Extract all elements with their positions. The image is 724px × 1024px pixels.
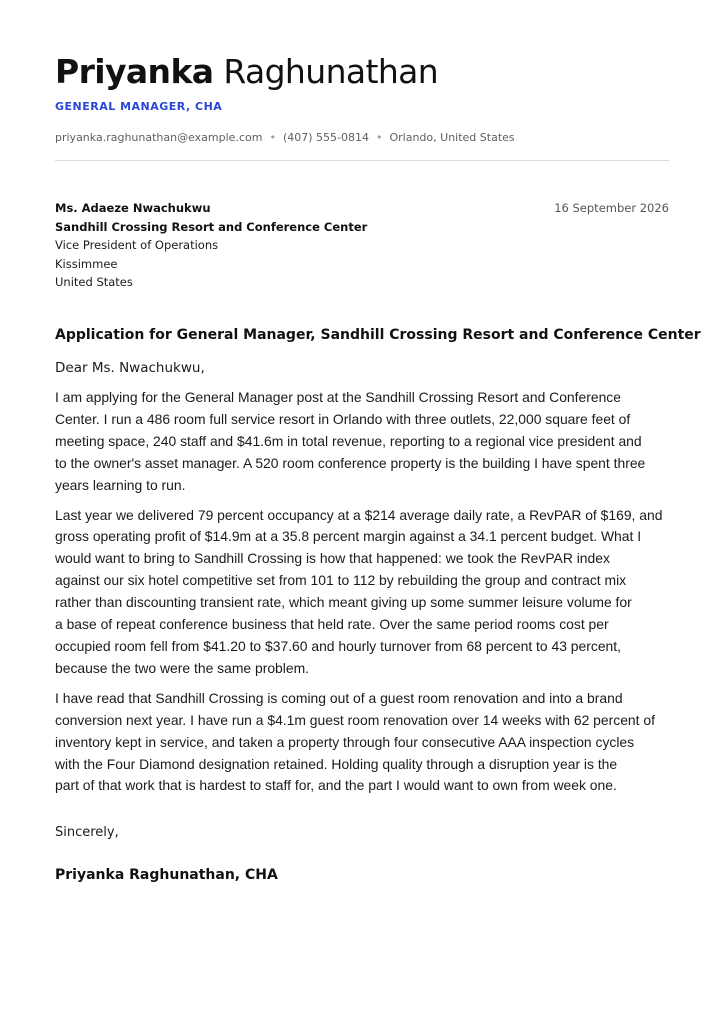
closing: Sincerely, [55,825,119,841]
cover-letter [55,52,701,885]
separator-dot: • [375,131,383,144]
paragraph-line: inventory kept in service, and taken a property through four consecutive AAA inspection cycles [55,733,635,750]
paragraph-line: gross operating profit of $14.9m at a 35.8 percent margin against a 34.1 percent budget. What I [55,528,642,545]
paragraph-line: with the Four Diamond designation retained. Holding quality through a disruption year is the [55,755,618,772]
body-paragraph [55,505,669,680]
letter-date: 16 September 2026 [554,201,669,215]
paragraph-line: to the owner's asset manager. A 520 room conference property is the building I have spent three [55,454,646,471]
recipient-title: Vice President of Operations [55,238,219,253]
paragraph-line: rather than discounting transient rate, which meant giving up some summer leisure volume for [55,594,632,611]
location: Orlando, United States [389,131,515,144]
paragraph-line: years learning to run. [55,476,186,493]
paragraph-line: Last year we delivered 79 percent occupancy at a $214 average daily rate, a RevPAR of $169, and [55,506,663,523]
recipient-block [55,199,669,289]
letter-subject: Application for General Manager, Sandhill Crossing Resort and Conference Center [55,327,701,343]
last-name: Raghunathan [223,52,439,91]
paragraph-line: because the two were the same problem. [55,659,310,676]
separator-dot: • [269,131,276,144]
paragraph-line: occupied room fell from $41.20 to $37.60 and hourly turnover from 68 percent to 43 percent, [55,637,621,654]
recipient-company: Sandhill Crossing Resort and Conference Center [55,219,368,234]
paragraph-line: would want to bring to Sandhill Crossing is how that happened: we took the RevPAR index [55,550,610,567]
body-paragraph [55,688,669,798]
paragraph-line: I have read that Sandhill Crossing is coming out of a guest room renovation and into a brand [55,689,623,706]
email-address[interactable]: priyanka.raghunathan@example.com [55,131,263,144]
phone-number[interactable]: (407) 555-0814 [282,131,369,144]
signature: Priyanka Raghunathan, CHA [55,867,278,884]
header-divider [55,160,669,161]
paragraph-line: conversion next year. I have run a $4.1m guest room renovation over 14 weeks with 62 percent of [55,711,655,728]
first-name: Priyanka [55,52,214,91]
paragraph-line: meeting space, 240 staff and $41.6m in total revenue, reporting to a regional vice president and [55,432,642,449]
recipient-city: Kissimmee [55,256,118,271]
paragraph-line: against our six hotel competitive set from 101 to 112 by rebuilding the group and contract mix [55,572,627,589]
body-paragraph [55,387,669,497]
contact-line [55,131,669,145]
salutation: Dear Ms. Nwachukwu, [55,360,205,376]
applicant-name [55,52,669,92]
paragraph-line: part of that work that is hardest to staff for, and the part I would want to own from week one. [55,777,617,794]
professional-headline: GENERAL MANAGER, CHA [55,100,223,113]
paragraph-line: Center. I run a 486 room full service resort in Orlando with three outlets, 22,000 square feet of [55,410,631,427]
paragraph-line: I am applying for the General Manager post at the Sandhill Crossing Resort and Conference [55,389,621,405]
recipient-country: United States [55,275,133,290]
recipient-name: Ms. Adaeze Nwachukwu [55,201,211,215]
paragraph-line: a base of repeat conference business that held rate. Over the same period rooms cost per [55,616,609,633]
